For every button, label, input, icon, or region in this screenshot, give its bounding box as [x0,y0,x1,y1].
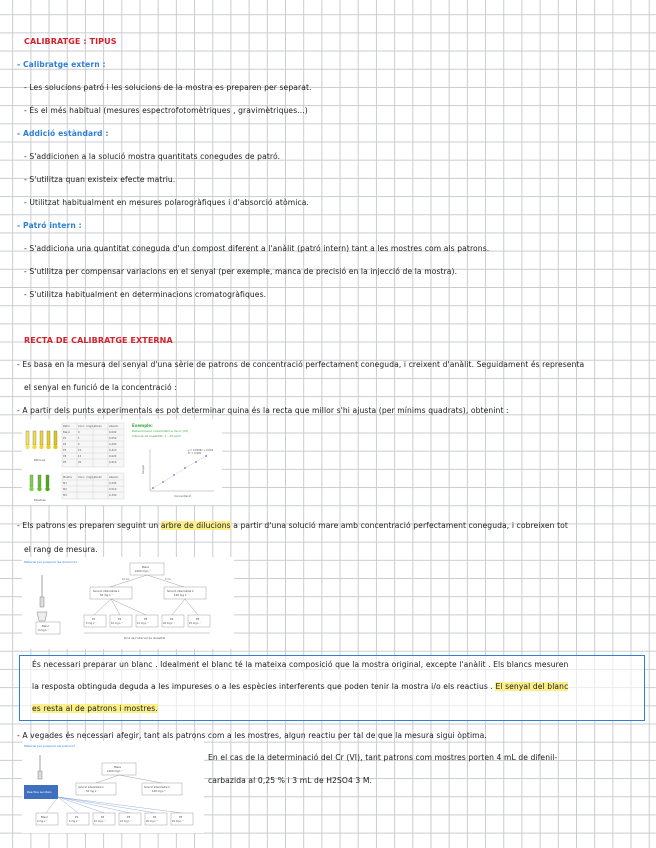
text-line: - S'utilitza per compensar variacions en el senyal (per exemple, manca de precisió en la injecció de la mostra). [24,267,458,276]
table-cell: 1 [78,437,80,440]
leaf-name: P4 [153,816,157,819]
text-fragment: - Els patrons es preparen seguint un [17,521,161,530]
example-subtitle-2: Interval de linealitat: 1 – 25 ppm [132,434,182,438]
leaf-conc: 5 mg L⁻¹ [86,622,97,625]
leaf-name: Blanc [41,816,49,819]
leaf-box [36,813,58,825]
table-cell: 0,810 [109,461,117,464]
leaf-name: P1 [75,816,79,819]
text-line: - S'utilitza quan existeix efecte matriu. [24,175,176,184]
table-cell: M1 [63,482,67,485]
sample-tubes [29,475,49,491]
section-title-recta-calibratge: RECTA DE CALIBRATGE EXTERNA [24,336,173,345]
text-line [17,521,568,530]
pipette-icon [38,755,42,779]
text-fragment: a partir d'una solució mare amb concentració perfectament coneguda, i cobreixen tot [230,521,568,530]
table-header: Mostra [63,476,72,479]
table-cell: 5 [78,443,80,446]
table-cell: 0 [78,431,80,434]
example-title: Exemple: [132,423,153,428]
table-cell: P1 [63,437,67,440]
leaf-name: Blanc [42,625,50,628]
leaf-conc: 15 mg L⁻¹ [137,622,149,625]
linearity-caption: Dins de l'interval de linealitat [124,636,166,640]
table-cell: 0,620 [109,455,117,458]
leaf-name: P2 [101,816,105,819]
text-line [32,682,568,691]
leaf-box [162,615,184,627]
blank-box [36,622,60,634]
dilution-tree-reagents-diagram [22,741,204,833]
calibration-plot [141,449,214,498]
pipette-icon [37,575,47,621]
plot-ylabel: Senyal [142,465,145,474]
highlight-arbre-dilucions: arbre de dilucions [160,521,231,530]
patron-tubes [25,431,57,449]
leaf-box [93,813,115,825]
section-title-calibratge-tipus: CALIBRATGE : TIPUS [24,37,117,46]
table-cell: 0,000 [109,431,117,434]
side-label: Material per preparar els patrons? [24,744,76,748]
mostres-caption: Mostres [34,498,46,502]
patrons-illustration [22,419,222,505]
text-line [32,704,158,713]
table-cell: 20 [78,461,82,464]
side-label: Material per preparar les dilucions? [24,560,78,564]
table-cell: Blanc [63,431,71,434]
text-line: És necessari preparar un blanc . Idealment el blanc té la mateixa composició que la mostra original, excepte l'anàlit . Els blancs mesuren [32,660,569,669]
mare-label: Mare [142,565,149,569]
table-header: Absorb. [109,476,119,479]
volume-label: 5 mL [165,578,171,581]
text-line: - S'addicionen a la solució mostra quantitats conegudes de patró. [24,152,281,161]
patrons-caption: Patrons [34,458,46,462]
text-line: carbazida al 0,25 % i 3 mL de H2SO4 3 M. [208,776,373,785]
mare-conc: 1000 mg L⁻¹ [135,570,152,573]
int2-conc: 100 mg L⁻¹ [152,790,167,793]
leaf-box [110,615,132,627]
plot-equation: y = 0,0406x + 0,004 [188,449,214,452]
table-header: Conc. (mg/L) [78,476,95,479]
leaf-conc: 5 mg L⁻¹ [69,820,80,823]
table-cell: 0,410 [109,449,117,452]
leaf-box [171,813,193,825]
leaf-conc: 0 mg L⁻¹ [37,820,48,823]
heading-patro-intern: - Patró intern : [17,221,82,230]
table-cell: 10 [78,449,82,452]
reagents-label: Reactius auxiliars [27,790,52,794]
mare-conc: 1000 mg L⁻¹ [107,770,124,773]
example-subtitle-1: Determinació colorimètrica de Cr (VI) [132,429,189,433]
text-line: - Utilitzat habitualment en mesures polarogràfiques i d'absorció atòmica. [24,198,310,207]
text-line: - A vegades és necessari afegir, tant als patrons com a les mostres, algun reactiu per tal de que la mesura sigui òptima. [17,731,487,740]
table-header: Absorb. [109,425,119,428]
text-line: el rang de mesura. [24,545,98,554]
leaf-box [145,813,167,825]
mare-label: Mare [114,765,121,769]
int1-label: Solució intermèdia 1 [78,786,104,789]
leaf-box [136,615,158,627]
figure-patrons-table [22,419,222,505]
leaf-conc: 15 mg L⁻¹ [120,820,132,823]
leaf-box [84,615,106,627]
blanc-callout-box [19,655,645,721]
table-header: Volum [94,425,103,428]
text-line: - S'utilitza habitualment en determinacions cromatogràfiques. [24,290,267,299]
table-cell: 0,050 [109,437,117,440]
highlight-senyal-blanc: El senyal del blanc [495,682,569,691]
text-line: En el cas de la determinació del Cr (VI), tant patrons com mostres porten 4 mL de difenil- [208,753,558,762]
int2-conc: 100 mg L⁻¹ [174,594,189,597]
figure-dilution-tree-reagents [22,741,204,833]
table-cell: 15 [78,455,82,458]
table-header: Conc. (mg/L) [78,425,95,428]
volume-label: 10 mL [122,578,130,581]
int2-label: Solució intermèdia 2 [167,590,194,593]
leaf-name: P5 [179,816,183,819]
heading-addicio-estandard: - Addició estàndard : [17,129,109,138]
text-line: - A partir dels punts experimentals es pot determinar quina és la recta que millor s'hi ajusta (per mínims quadrats), obtenint : [17,406,509,415]
table-header: Patró [63,425,70,428]
leaf-conc: 10 mg L⁻¹ [111,622,123,625]
figure-dilution-tree [22,557,234,649]
table-header: Volum [94,476,103,479]
leaf-box [188,615,210,627]
leaf-name: P5 [196,618,200,621]
leaf-conc: 25 mg L⁻¹ [189,622,201,625]
leaf-name: P3 [127,816,131,819]
text-line: el senyal en funció de la concentració : [24,383,177,392]
leaf-conc: 10 mg L⁻¹ [94,820,106,823]
text-line: - És el més habitual (mesures espectrofotomètriques , gravimètriques...) [24,106,308,115]
table-cell: M3 [63,494,67,497]
leaf-conc: 0 mg L⁻¹ [38,629,50,632]
int1-label: Solució intermèdia 1 [93,590,120,593]
int1-conc: 50 mg L⁻¹ [86,790,99,793]
int2-label: Solució intermèdia 2 [144,786,170,789]
table-cell: P5 [63,461,67,464]
table-cell: M2 [63,488,67,491]
table-cell: P2 [63,443,67,446]
leaf-name: P2 [118,618,122,621]
leaf-conc: 20 mg L⁻¹ [163,622,175,625]
leaf-name: P1 [92,618,96,621]
leaf-name: P4 [170,618,174,621]
leaf-name: P3 [144,618,148,621]
table-cell: 0,510 [109,488,117,491]
leaf-box [67,813,89,825]
table-cell: 0,330 [109,494,117,497]
plot-xlabel: Concentració [174,495,192,498]
leaf-box [119,813,141,825]
dilution-tree-diagram [22,557,234,649]
plot-r2: R² = 0,999 [188,452,201,455]
table-cell: P4 [63,455,67,458]
int1-conc: 50 mg L⁻¹ [100,594,113,597]
text-line: - S'addiciona una quantitat coneguda d'un compost diferent a l'anàlit (patró intern) tant a les mostres com als patrons. [24,244,490,253]
table-cell: 0,245 [109,482,117,485]
table-cell: P3 [63,449,67,452]
table-cell: 0,200 [109,443,117,446]
text-line: - Les solucions patró i les solucions de la mostra es preparen per separat. [24,83,312,92]
leaf-conc: 20 mg L⁻¹ [146,820,158,823]
highlight-resta: es resta al de patrons i mostres. [32,704,158,713]
leaf-conc: 25 mg L⁻¹ [172,820,184,823]
text-fragment: la resposta obtinguda deguda a les impureses o a les espècies interferents que poden tenir la mostra i/o els reactius . [32,682,496,691]
heading-calibratge-extern: - Calibratge extern : [17,60,106,69]
text-line: - Es basa en la mesura del senyal d'una sèrie de patrons de concentració perfectament coneguda, i creixent d'anàlit. Seguidament és representa [17,360,585,369]
